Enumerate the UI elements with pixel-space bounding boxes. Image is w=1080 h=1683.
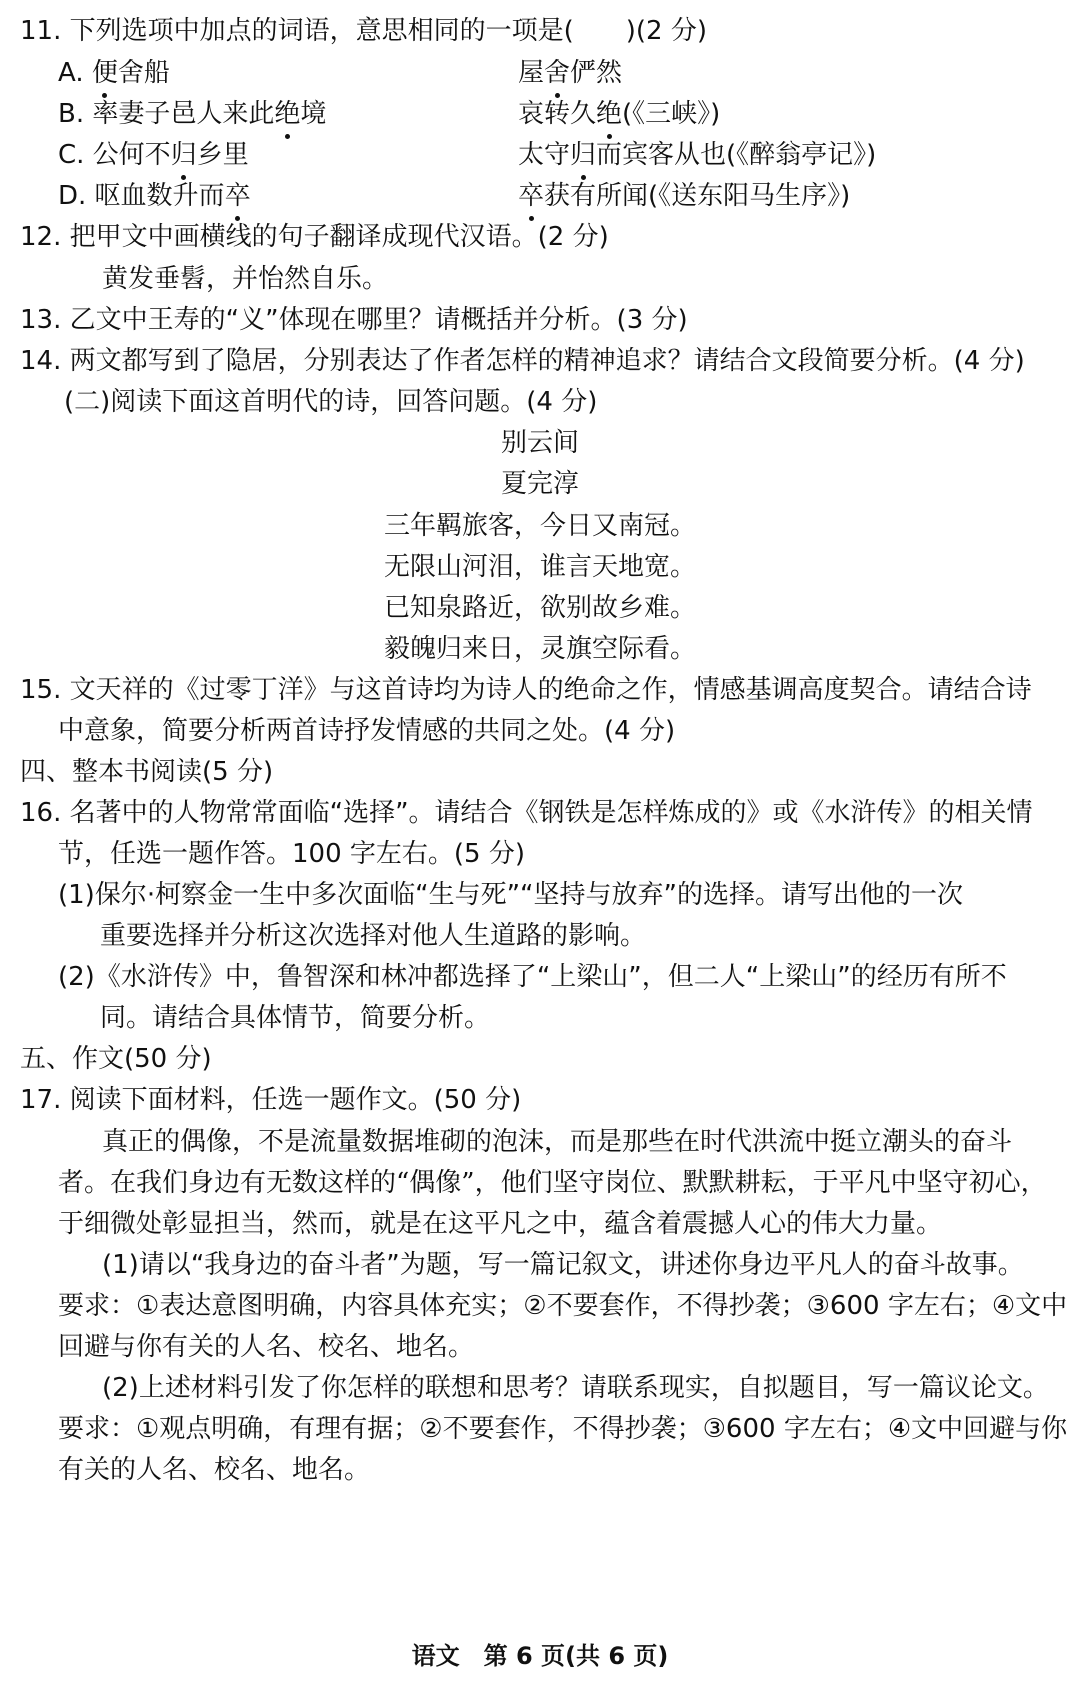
poem-line: 三年羁旅客，今日又南冠。 [383, 511, 696, 541]
text: 境 [300, 99, 327, 129]
text: 获有所闻(《送东阳马生序》) [544, 181, 851, 211]
text: 太守 [518, 140, 571, 170]
emphasis-char: 卒 [224, 181, 251, 211]
text: 乡里 [196, 140, 249, 170]
poem-line: 已知泉路近，欲别故乡难。 [383, 593, 696, 623]
q16-sub1-line: 重要选择并分析这次选择对他人生道路的影响。 [100, 921, 647, 951]
q17-task2-line: 有关的人名、校名、地名。 [58, 1455, 371, 1485]
q11-option-d-right [518, 179, 850, 213]
q12-stem: 12. 把甲文中画横线的句子翻译成现代汉语。(2 分) [20, 222, 609, 252]
text: 哀转久 [518, 99, 597, 129]
q17-task1-line: 要求：①表达意图明确，内容具体充实；②不要套作，不得抄袭；③600 字左右；④文中 [58, 1291, 1068, 1321]
q17-task1-line: 回避与你有关的人名、校名、地名。 [58, 1332, 475, 1362]
text: D. 呕血数升而 [58, 181, 225, 211]
emphasis-char: 绝 [596, 99, 623, 129]
q16-sub1-line: (1)保尔·柯察金一生中多次面临“生与死”“坚持与放弃”的选择。请写出他的一次 [58, 880, 963, 910]
text: 屋 [518, 58, 545, 88]
q11-option-a-left [58, 56, 170, 90]
q11-option-b-left [58, 97, 326, 131]
text: (《三峡》) [622, 99, 721, 129]
emphasis-char: 便 [91, 58, 118, 88]
poem-line: 无限山河泪，谁言天地宽。 [383, 552, 696, 582]
q16-line: 16. 名著中的人物常常面临“选择”。请结合《钢铁是怎样炼成的》或《水浒传》的相关情 [20, 798, 1033, 828]
poem-line: 毅魄归来日，灵旗空际看。 [383, 634, 696, 664]
text: 而宾客从也(《醉翁亭记》) [596, 140, 877, 170]
q17-task1-line: (1)请以“我身边的奋斗者”为题，写一篇记叙文，讲述你身边平凡人的奋斗故事。 [102, 1250, 1024, 1280]
q17-stem: 17. 阅读下面材料，任选一题作文。(50 分) [20, 1085, 522, 1115]
page-footer: 语文 第 6 页(共 6 页) [411, 1642, 669, 1670]
section2-heading: (二)阅读下面这首明代的诗，回答问题。(4 分) [64, 387, 598, 417]
text: 俨然 [570, 58, 623, 88]
q17-material-line: 真正的偶像，不是流量数据堆砌的泡沫，而是那些在时代洪流中挺立潮头的奋斗 [102, 1127, 1013, 1157]
q17-task2-line: 要求：①观点明确，有理有据；②不要套作，不得抄袭；③600 字左右；④文中回避与你 [58, 1414, 1068, 1444]
q11-option-a-right [518, 56, 622, 90]
q17-material-line: 于细微处彰显担当，然而，就是在这平凡之中，蕴含着震撼人心的伟大力量。 [58, 1209, 943, 1239]
section4-heading: 四、整本书阅读(5 分) [20, 757, 274, 787]
text: B. 率妻子邑人来此 [58, 99, 275, 129]
emphasis-char: 归 [170, 140, 197, 170]
q11-stem: 11. 下列选项中加点的词语，意思相同的一项是( )(2 分) [20, 16, 707, 46]
text: A. [58, 58, 92, 88]
emphasis-char: 归 [570, 140, 597, 170]
text: C. 公何不 [58, 140, 171, 170]
q15-line: 中意象，简要分析两首诗抒发情感的共同之处。(4 分) [58, 716, 676, 746]
q14-stem: 14. 两文都写到了隐居，分别表达了作者怎样的精神追求？请结合文段简要分析。(4 分) [20, 346, 1025, 376]
section5-heading: 五、作文(50 分) [20, 1044, 212, 1074]
q16-line: 节，任选一题作答。100 字左右。(5 分) [58, 839, 525, 869]
q11-option-b-right [518, 97, 720, 131]
q15-line: 15. 文天祥的《过零丁洋》与这首诗均为诗人的绝命之作，情感基调高度契合。请结合诗 [20, 675, 1032, 705]
q16-sub2-line: 同。请结合具体情节，简要分析。 [100, 1003, 491, 1033]
poem-title: 别云间 [500, 428, 579, 458]
q17-task2-line: (2)上述材料引发了你怎样的联想和思考？请联系现实，自拟题目，写一篇议论文。 [102, 1373, 1049, 1403]
emphasis-char: 绝 [274, 99, 301, 129]
q16-sub2-line: (2)《水浒传》中，鲁智深和林冲都选择了“上梁山”，但二人“上梁山”的经历有所不 [58, 962, 1007, 992]
emphasis-char: 舍 [544, 58, 571, 88]
q12-sentence: 黄发垂髫，并怡然自乐。 [102, 264, 389, 294]
text: 舍船 [117, 58, 170, 88]
q17-material-line: 者。在我们身边有无数这样的“偶像”，他们坚守岗位、默默耕耘，于平凡中坚守初心， [58, 1168, 1047, 1198]
q13-stem: 13. 乙文中王寿的“义”体现在哪里？请概括并分析。(3 分) [20, 305, 688, 335]
q11-option-c-right [518, 138, 876, 172]
q11-option-d-left [58, 179, 251, 213]
poem-author: 夏完淳 [500, 469, 579, 499]
emphasis-char: 卒 [518, 181, 545, 211]
q11-option-c-left [58, 138, 249, 172]
